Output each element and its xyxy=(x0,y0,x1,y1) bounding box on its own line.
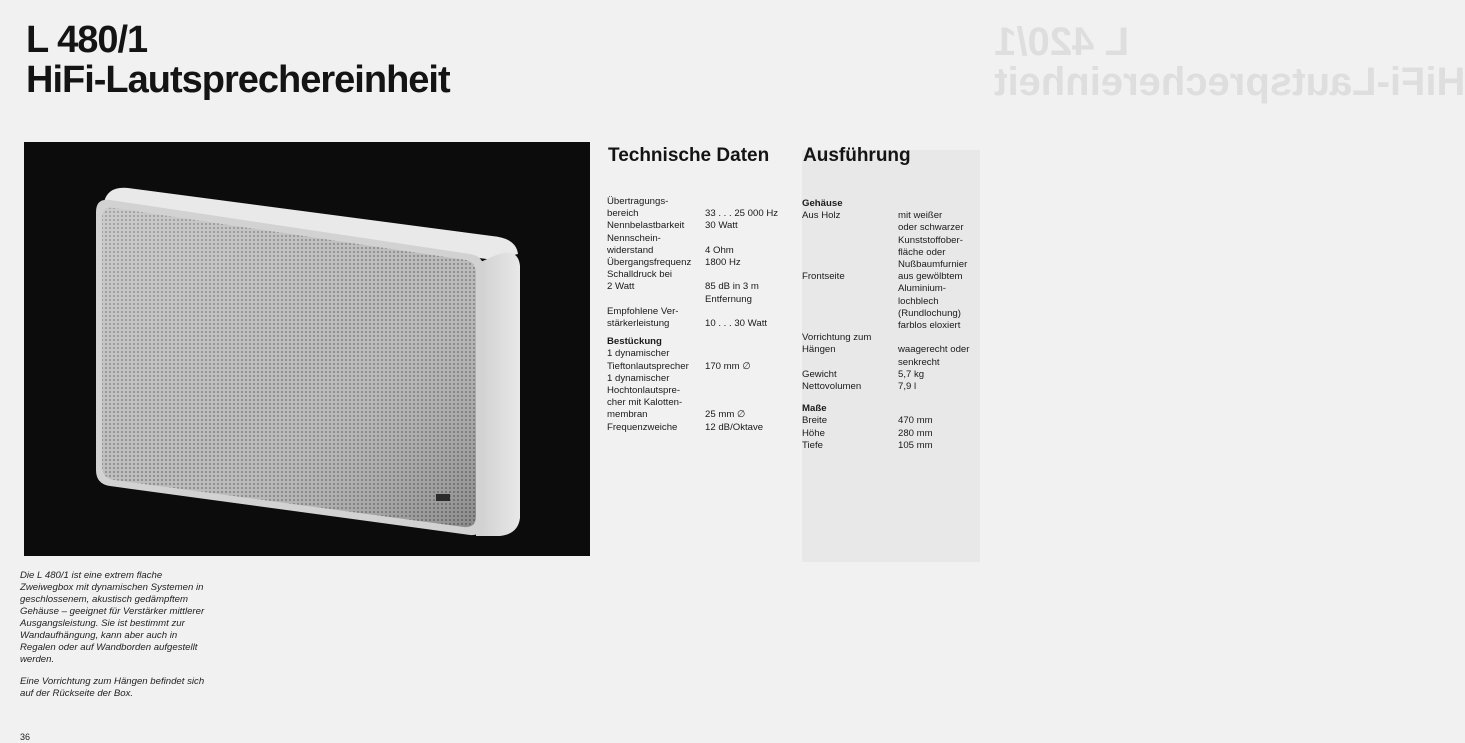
spec-value: 10 . . . 30 Watt xyxy=(705,318,768,330)
spec-value: aus gewölbtem xyxy=(898,271,963,283)
spec-value: senkrecht xyxy=(898,356,940,368)
spec-value xyxy=(705,233,797,245)
spec-row xyxy=(607,361,797,373)
spec-row xyxy=(802,283,992,295)
spec-value xyxy=(705,269,797,281)
spec-row xyxy=(802,357,992,369)
spec-value: fläche oder xyxy=(898,246,946,258)
spec-label: membran xyxy=(607,409,648,421)
spec-row xyxy=(802,332,992,344)
spec-label: Aus Holz xyxy=(802,210,841,222)
spec-label: 1 dynamischer xyxy=(607,348,670,360)
spec-row xyxy=(607,233,797,245)
page-number: 36 xyxy=(20,732,31,742)
spec-row xyxy=(607,257,797,269)
spec-label: Tiefe xyxy=(802,439,823,451)
spec-row xyxy=(607,397,797,409)
spec-label: 2 Watt xyxy=(607,281,635,293)
spec-row xyxy=(802,415,992,427)
spec-value xyxy=(705,385,797,397)
spec-label: Übergangsfrequenz xyxy=(607,257,692,269)
spec-label xyxy=(802,247,898,259)
spec-row xyxy=(607,196,797,208)
spec-label xyxy=(802,259,898,271)
page-title xyxy=(26,20,450,100)
spec-row xyxy=(607,294,797,306)
spec-value: 33 . . . 25 000 Hz xyxy=(705,208,779,220)
spec-row xyxy=(607,348,797,360)
spec-value: 4 Ohm xyxy=(705,244,734,256)
spec-value xyxy=(705,397,797,409)
spec-row xyxy=(802,210,992,222)
spec-label xyxy=(802,308,898,320)
spec-value: 170 mm ∅ xyxy=(705,360,751,372)
spec-label xyxy=(802,222,898,234)
spec-row xyxy=(607,245,797,257)
spec-value: mit weißer xyxy=(898,210,943,222)
spec-label: Empfohlene Ver- xyxy=(607,305,679,317)
description-caption xyxy=(20,570,210,710)
spec-row xyxy=(802,222,992,234)
spec-value: 7,9 l xyxy=(898,381,917,393)
speaker-illustration xyxy=(24,142,590,556)
spec-label: Tieftonlautsprecher xyxy=(607,360,689,372)
spec-row xyxy=(802,320,992,332)
spec-value: Kunststoffober- xyxy=(898,234,963,246)
spec-row xyxy=(802,369,992,381)
spec-row xyxy=(802,235,992,247)
spec-row xyxy=(802,308,992,320)
spec-row xyxy=(607,220,797,232)
spec-row xyxy=(607,269,797,281)
spec-label: Hängen xyxy=(802,344,836,356)
spec-row xyxy=(802,428,992,440)
spec-value xyxy=(705,373,797,385)
spec-label: cher mit Kalotten- xyxy=(607,397,683,409)
spec-label xyxy=(802,296,898,308)
technische-daten-heading: Technische Daten xyxy=(608,145,770,166)
masse-heading: Maße xyxy=(802,403,827,415)
spec-label: Vorrichtung zum xyxy=(802,332,872,344)
spec-value: lochblech xyxy=(898,295,939,307)
spec-value: 12 dB/Oktave xyxy=(705,421,764,433)
spec-row xyxy=(802,271,992,283)
spec-row xyxy=(607,409,797,421)
spec-row xyxy=(607,306,797,318)
spec-label: Frequenzweiche xyxy=(607,421,678,433)
bestueckung-heading: Bestückung xyxy=(607,336,662,348)
spec-label: Frontseite xyxy=(802,271,845,283)
spec-row xyxy=(607,318,797,330)
spec-value: waagerecht oder xyxy=(898,344,970,356)
spec-row xyxy=(607,422,797,434)
spec-row xyxy=(802,247,992,259)
spec-row xyxy=(802,259,992,271)
technische-daten-list xyxy=(607,196,797,434)
caption-paragraph: Die L 480/1 ist eine extrem flache Zweiwegbox mit dynamischen Systemen in geschlossenem, akustisch gedämpftem Gehäuse – geeignet für Verstärker mittlerer Ausgangsleistung. Sie ist bestimmt zur Wandaufhängung, kann aber auch in Regalen oder auf Wandborden aufgestellt werden. xyxy=(20,570,205,665)
spec-row xyxy=(607,385,797,397)
spec-value: 30 Watt xyxy=(705,220,738,232)
spec-value: 280 mm xyxy=(898,427,933,439)
spec-value: Entfernung xyxy=(705,293,752,305)
spec-value: 25 mm ∅ xyxy=(705,409,746,421)
spec-label: Hochtonlautspre- xyxy=(607,385,681,397)
spec-row xyxy=(802,344,992,356)
spec-label: Nettovolumen xyxy=(802,381,862,393)
ausfuehrung-heading: Ausführung xyxy=(803,145,911,166)
spec-label: 1 dynamischer xyxy=(607,372,670,384)
spec-label xyxy=(802,283,898,295)
spec-value: 5,7 kg xyxy=(898,368,925,380)
spec-value: 105 mm xyxy=(898,439,933,451)
brand-badge xyxy=(436,494,450,501)
spec-row xyxy=(802,381,992,393)
spec-label: bereich xyxy=(607,208,639,220)
spec-value xyxy=(705,306,797,318)
spec-row xyxy=(802,440,992,452)
spec-label: Breite xyxy=(802,415,828,427)
spec-row xyxy=(607,208,797,220)
spec-label xyxy=(802,357,898,369)
spec-value: (Rundlochung) xyxy=(898,307,961,319)
show-through-title: L 420/1 HiFi-Lautsprechereinheit xyxy=(994,20,1465,104)
spec-value: farblos eloxiert xyxy=(898,320,961,332)
spec-value xyxy=(705,348,797,360)
model-number: L 480/1 xyxy=(26,19,148,61)
spec-label: Nennbelastbarkeit xyxy=(607,220,685,232)
spec-label: Nennschein- xyxy=(607,232,661,244)
caption-paragraph: Eine Vorrichtung zum Hängen befindet sich auf der Rückseite der Box. xyxy=(20,676,205,699)
product-name: HiFi-Lautsprechereinheit xyxy=(26,59,450,101)
spec-label xyxy=(802,235,898,247)
spec-value xyxy=(705,196,797,208)
spec-label: Gewicht xyxy=(802,368,837,380)
spec-value: 85 dB in 3 m xyxy=(705,281,759,293)
spec-value: Aluminium- xyxy=(898,283,946,295)
spec-value: Nußbaumfurnier xyxy=(898,259,968,271)
spec-value: oder schwarzer xyxy=(898,222,964,234)
spec-label: stärkerleistung xyxy=(607,318,670,330)
spec-label xyxy=(607,294,705,306)
ausfuehrung-list xyxy=(802,198,992,452)
spec-label: Höhe xyxy=(802,427,825,439)
spec-value: 470 mm xyxy=(898,415,933,427)
speaker-photo xyxy=(24,142,590,556)
spec-row xyxy=(802,296,992,308)
spec-value: 1800 Hz xyxy=(705,257,741,269)
spec-label: widerstand xyxy=(607,244,654,256)
spec-label xyxy=(802,320,898,332)
spec-row xyxy=(607,373,797,385)
spec-row xyxy=(607,281,797,293)
spec-value xyxy=(898,332,992,344)
spec-label: Übertragungs- xyxy=(607,196,669,207)
gehaeuse-heading: Gehäuse xyxy=(802,198,843,209)
spec-label: Schalldruck bei xyxy=(607,269,673,281)
